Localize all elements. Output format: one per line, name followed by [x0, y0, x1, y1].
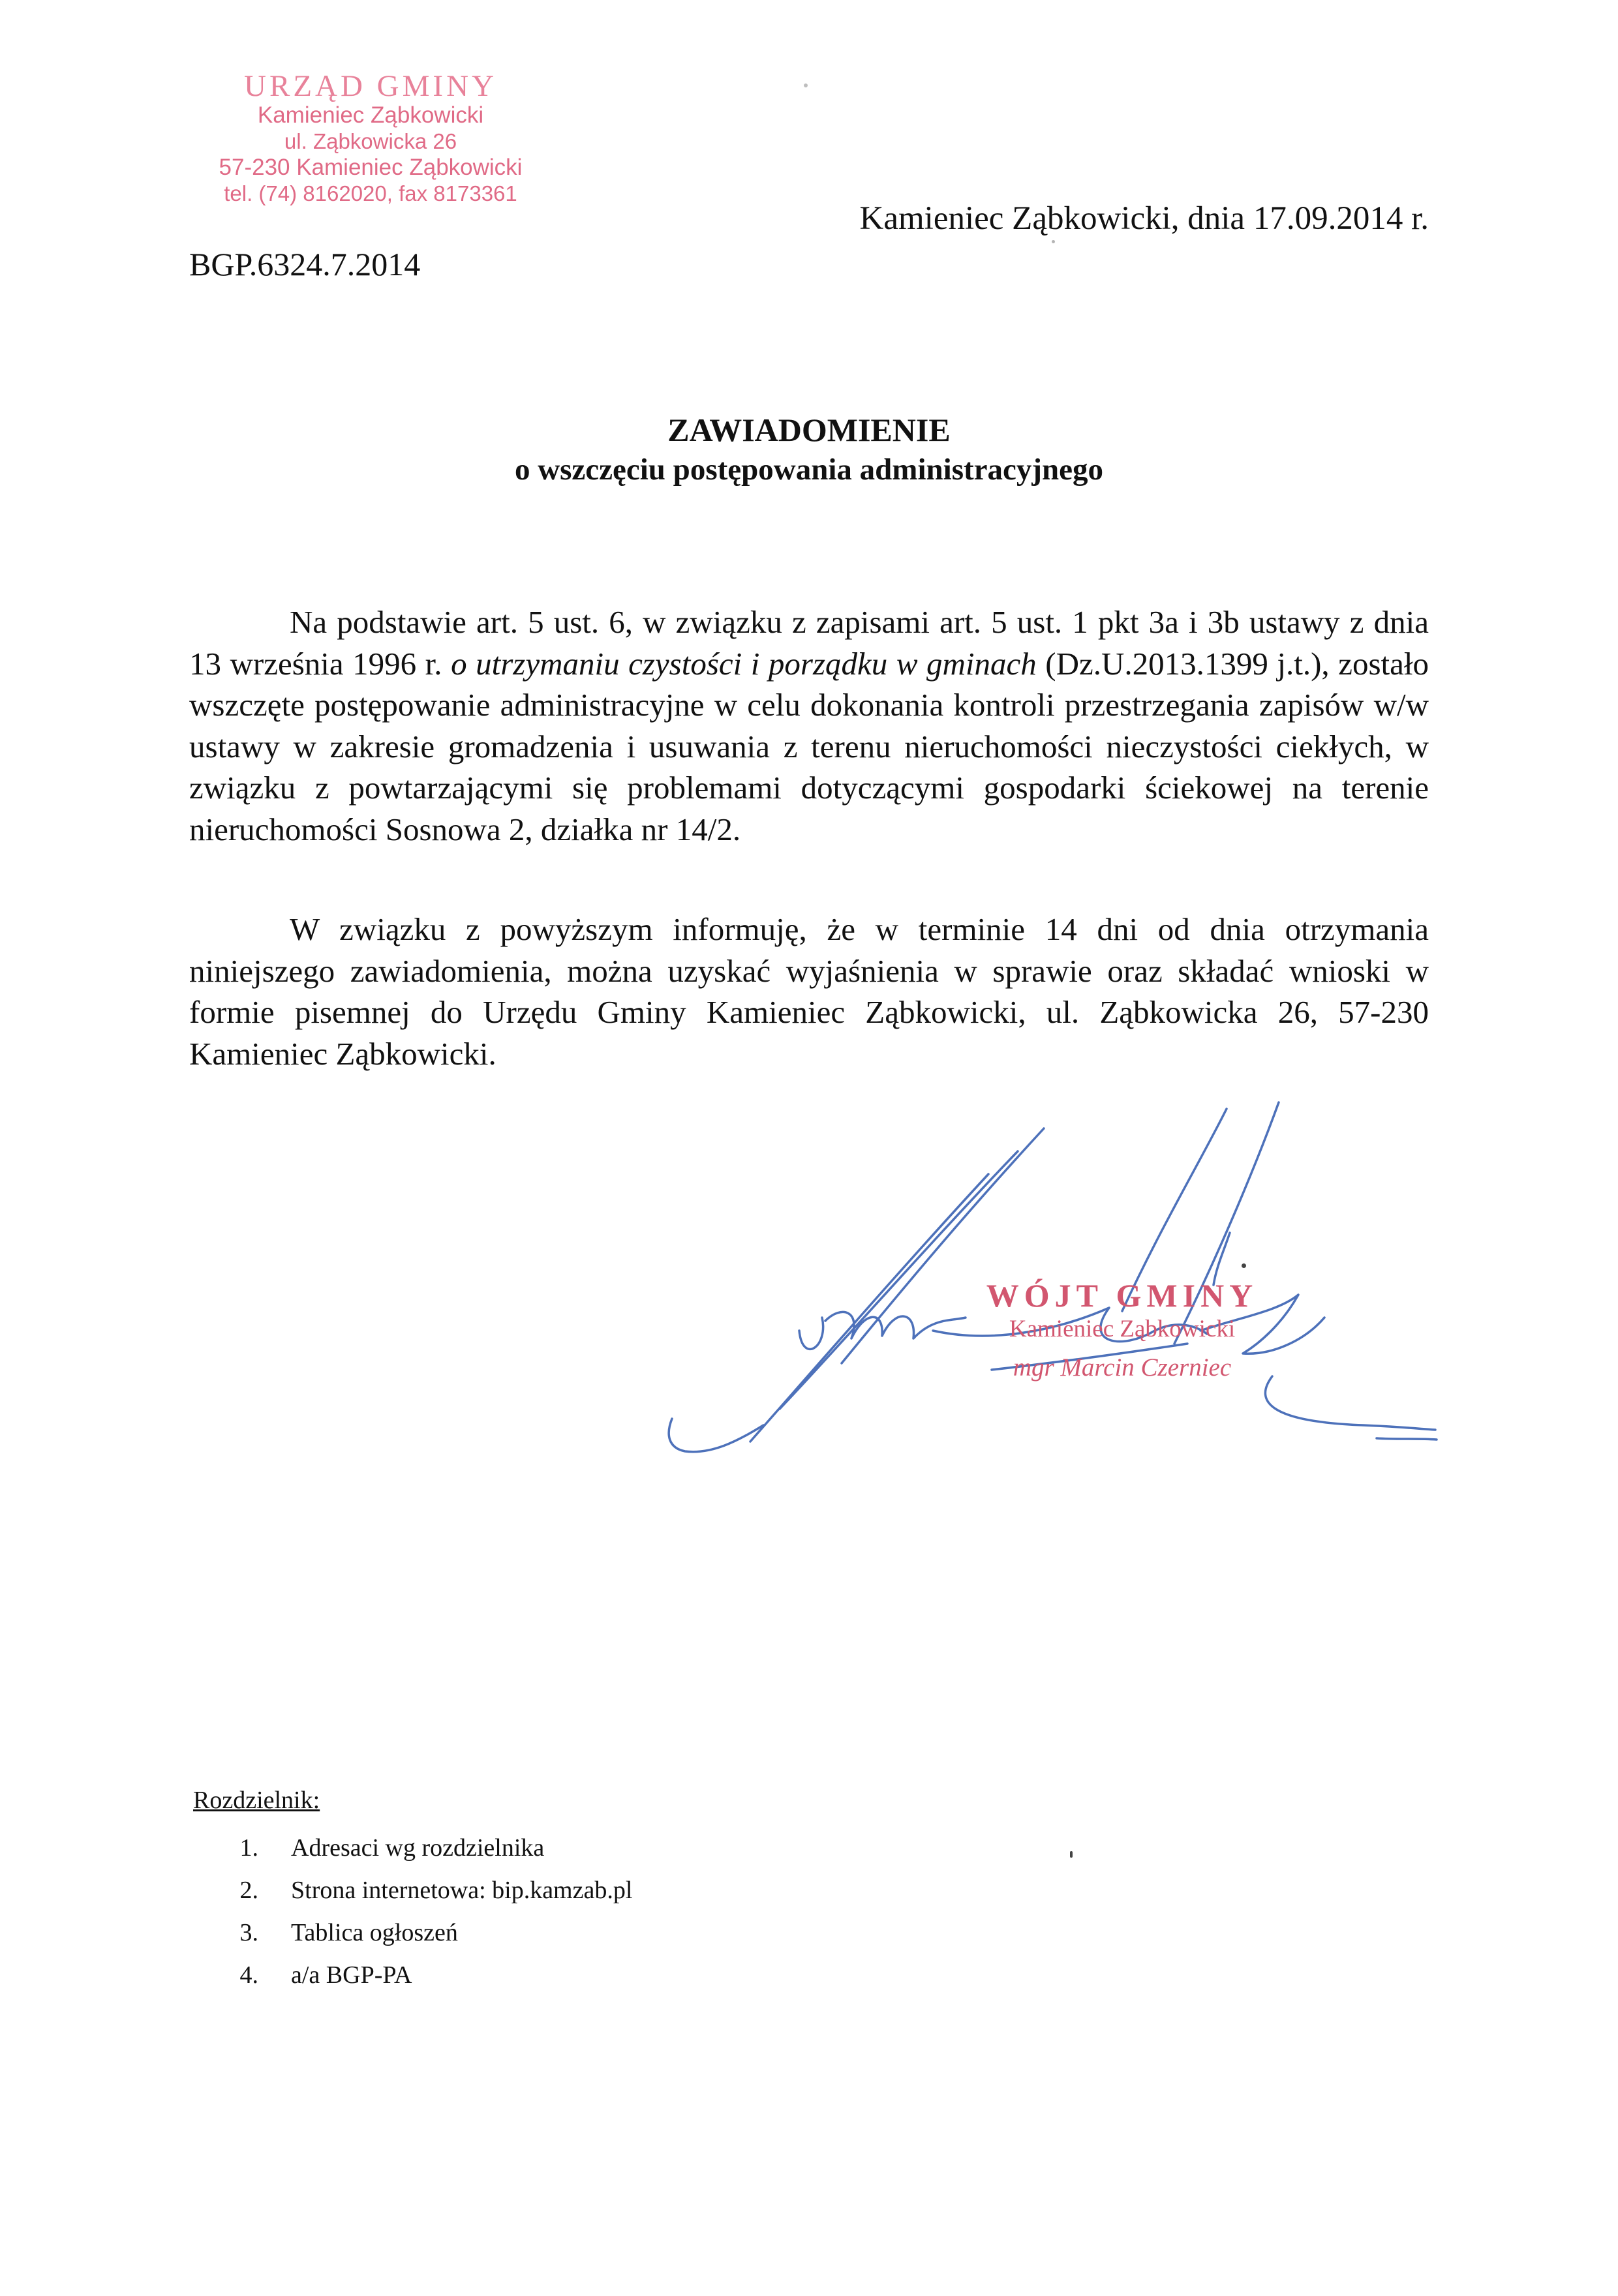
- stamp-line-4: tel. (74) 8162020, fax 8173361: [224, 181, 517, 205]
- document-heading: [189, 410, 1429, 489]
- document-subtitle: o wszczęciu postępowania administracyjnego: [514, 453, 1104, 487]
- document-title: ZAWIADOMIENIE: [667, 412, 951, 448]
- stamp-title: URZĄD GMINY: [244, 69, 497, 103]
- signature-stamp-title: WÓJT GMINY: [986, 1277, 1259, 1314]
- paragraph-2: W związku z powyższym informuję, że w terminie 14 dni od dnia otrzymania niniejszego zawiadomienia, można uzyskać wyjaśnienia w sprawie oraz składać wnioski w formie pisemnej do Urzędu Gminy Kamieniec Ząbkowicki, ul. Ząbkowicka 26, 57-230 Kamieniec Ząbkowicki.: [189, 911, 1429, 1072]
- list-item: 3. Tablica ogłoszeń: [239, 1919, 458, 1946]
- stamp-line-3: 57-230 Kamieniec Ząbkowicki: [219, 155, 523, 180]
- office-stamp: [175, 70, 566, 206]
- stamp-line-1: Kamieniec Ząbkowicki: [257, 102, 484, 128]
- place-and-date: Kamieniec Ząbkowicki, dnia 17.09.2014 r.: [859, 200, 1429, 237]
- list-item: 4. a/a BGP-PA: [239, 1961, 412, 1989]
- distribution-list: [193, 1784, 632, 1997]
- act-title: o utrzymaniu czystości i porządku w gminach: [451, 645, 1037, 682]
- signatory-name: mgr Marcin Czerniec: [1013, 1353, 1232, 1382]
- reference-number: BGP.6324.7.2014: [189, 246, 421, 282]
- signature-stamp: [966, 1277, 1279, 1387]
- paragraph-1: [189, 601, 1429, 850]
- signature-stamp-place: Kamieniec Ząbkowicki: [1009, 1316, 1236, 1342]
- paragraph-1-text-b: (Dz.U.2013.1399 j.t.), zostało wszczęte postępowanie administracyjne w celu dokonania kontroli przestrzegania zapisów w/w ustawy w zakresie gromadzenia i usuwania z terenu nieruchomości nieczystości ciekłych, w związku z powtarzającymi się problemami dotyczącymi gospodarki ściekowej na terenie nieruchomości Sosnowa 2, działka nr 14/2.: [189, 645, 1429, 847]
- paragraph-1-text-a: Na podstawie art. 5 ust. 6, w związku z zapisami art. 5 ust. 1 pkt 3a i 3b ustawy z dnia 13 września 1996 r.: [189, 604, 1429, 682]
- list-item: 2. Strona internetowa: bip.kamzab.pl: [239, 1877, 633, 1904]
- list-item: 1. Adresaci wg rozdzielnika: [239, 1834, 545, 1862]
- distribution-title: Rozdzielnik:: [193, 1787, 320, 1814]
- stamp-line-2: ul. Ząbkowicka 26: [284, 129, 457, 153]
